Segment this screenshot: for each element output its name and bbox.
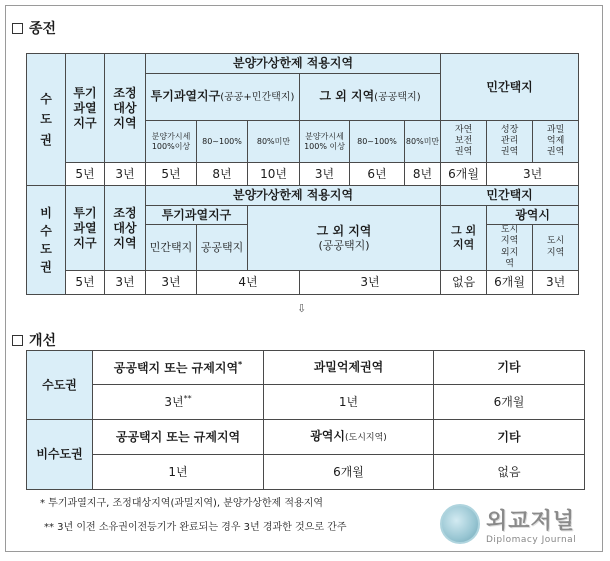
val-tier-4: 3년 (300, 163, 350, 186)
non-urban-col: 도시지역 외지역 (487, 225, 533, 271)
after-metro-col-2: 과밀억제권역 (264, 351, 434, 385)
val-growth-overcrowd: 3년 (487, 163, 579, 186)
checkbox-icon (12, 335, 23, 346)
val-speculation-metro: 5년 (66, 163, 105, 186)
watermark-ko: 외교저널 (486, 508, 576, 534)
spec-zone-metro: 투기과열지구(공공+민간택지) (146, 74, 300, 121)
after-metro-val-3: 6개월 (434, 385, 585, 420)
val-spec-public-nonmetro: 4년 (197, 271, 300, 295)
checkbox-icon (12, 23, 23, 34)
globe-icon (440, 504, 480, 544)
footnote-2: ** 3년 이전 소유권이전등기가 완료되는 경우 3년 경과한 것으로 간주 (44, 522, 347, 533)
val-tier-1: 5년 (146, 163, 197, 186)
tier-2: 80~100% (197, 121, 248, 163)
down-arrow-icon: ⇩ (297, 302, 307, 315)
region-nonmetro-after: 비수도권 (27, 420, 93, 490)
section-after-label: 개선 (29, 333, 57, 349)
tier-3: 80%미만 (248, 121, 300, 163)
val-speculation-nonmetro: 5년 (66, 271, 105, 295)
private-col-nature: 자연보전권역 (441, 121, 487, 163)
other-zone-metro: 그 외 지역(공공택지) (300, 74, 441, 121)
other-zone-nonmetro: 그 외 지역 (공공택지) (248, 206, 441, 271)
after-nonmetro-col-1: 공공택지 또는 규제지역 (93, 420, 264, 455)
val-non-urban: 6개월 (487, 271, 533, 295)
col-speculation-nonmetro: 투기과열지구 (66, 186, 105, 271)
val-adjust-metro: 3년 (105, 163, 146, 186)
after-metro-col-3: 기타 (434, 351, 585, 385)
after-metro-val-2: 1년 (264, 385, 434, 420)
val-tier-2: 8년 (197, 163, 248, 186)
after-metro-col-1: 공공택지 또는 규제지역* (93, 351, 264, 385)
val-tier-3: 10년 (248, 163, 300, 186)
val-tier-5: 6년 (350, 163, 405, 186)
col-adjust-nonmetro: 조정대상지역 (105, 186, 146, 271)
watermark-logo (440, 498, 600, 550)
region-nonmetro-before: 비수도권 (27, 186, 66, 295)
spec-zone-nonmetro: 투기과열지구 (146, 206, 248, 225)
section-after-title (12, 330, 56, 350)
private-other-nonmetro: 그 외 지역 (441, 206, 487, 271)
val-urban: 3년 (533, 271, 579, 295)
urban-col: 도시지역 (533, 225, 579, 271)
section-before-title (12, 18, 56, 38)
val-other-nonmetro: 3년 (300, 271, 441, 295)
col-adjust-metro: 조정대상지역 (105, 54, 146, 163)
private-col-growth: 성장관리권역 (487, 121, 533, 163)
after-table (26, 350, 585, 490)
before-table (26, 53, 579, 295)
region-metro-after: 수도권 (27, 351, 93, 420)
private-col-overcrowd: 과밀억제권역 (533, 121, 579, 163)
footnote-1: * 투기과열지구, 조정대상지역(과밀지역), 분양가상한제 적용지역 (40, 498, 324, 509)
price-cap-header-metro: 분양가상한제 적용지역 (146, 54, 441, 74)
price-cap-header-nonmetro: 분양가상한제 적용지역 (146, 186, 441, 206)
after-nonmetro-val-1: 1년 (93, 455, 264, 490)
after-nonmetro-val-2: 6개월 (264, 455, 434, 490)
region-metro-before: 수도권 (27, 54, 66, 186)
after-nonmetro-val-3: 없음 (434, 455, 585, 490)
private-header-metro: 민간택지 (441, 54, 579, 121)
val-adjust-nonmetro: 3년 (105, 271, 146, 295)
metro-city-header: 광역시 (487, 206, 579, 225)
col-speculation-metro: 투기과열지구 (66, 54, 105, 163)
tier-6: 80%미만 (405, 121, 441, 163)
val-private-other-nonmetro: 없음 (441, 271, 487, 295)
section-before-label: 종전 (29, 21, 57, 37)
spec-public-nonmetro: 공공택지 (197, 225, 248, 271)
after-nonmetro-col-2: 광역시(도시지역) (264, 420, 434, 455)
after-metro-val-1: 3년** (93, 385, 264, 420)
val-spec-private-nonmetro: 3년 (146, 271, 197, 295)
tier-5: 80~100% (350, 121, 405, 163)
spec-private-nonmetro: 민간택지 (146, 225, 197, 271)
watermark-en: Diplomacy Journal (486, 534, 577, 545)
tier-1: 분양가시세 100%이상 (146, 121, 197, 163)
private-header-nonmetro: 민간택지 (441, 186, 579, 206)
val-nature: 6개월 (441, 163, 487, 186)
after-nonmetro-col-3: 기타 (434, 420, 585, 455)
tier-4: 분양가시세 100% 이상 (300, 121, 350, 163)
val-tier-6: 8년 (405, 163, 441, 186)
